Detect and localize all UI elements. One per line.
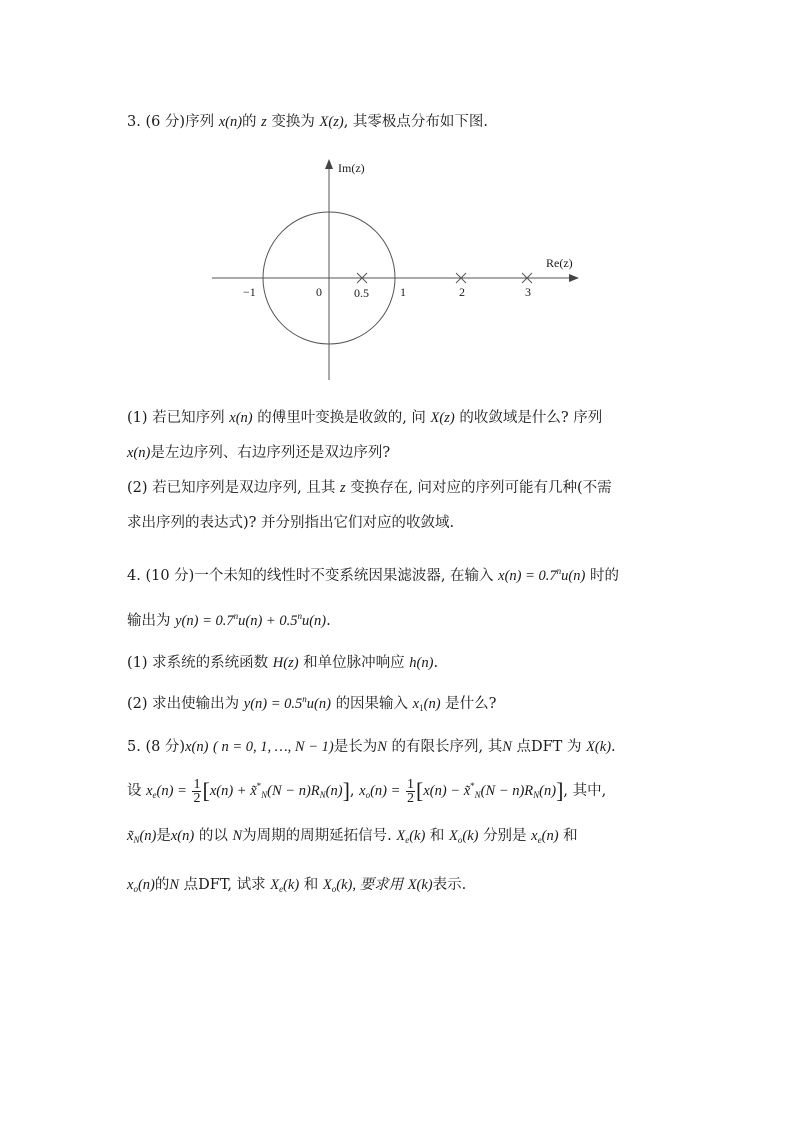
math: (n) =: [156, 783, 187, 799]
text: 变换为: [271, 114, 315, 130]
math: x: [127, 877, 134, 893]
q3-header: [127, 112, 488, 132]
math: (n) =: [370, 783, 401, 799]
math: X: [449, 828, 458, 844]
math: h(n): [409, 655, 434, 671]
math: (n): [139, 828, 157, 844]
text: 是左边序列、右边序列还是双边序列?: [150, 445, 391, 461]
math-xn: x(n): [218, 114, 243, 130]
fraction-numerator: 1: [407, 776, 414, 792]
text: 是长为: [333, 739, 378, 755]
math: X: [396, 828, 406, 844]
q4-line1: [127, 566, 619, 586]
q3-sub2-line1: [127, 478, 612, 498]
math: (k), 要求用: [336, 877, 404, 893]
bracket: ]: [342, 778, 350, 803]
math: N: [377, 739, 387, 755]
math-sub: e: [279, 884, 284, 894]
text: 和: [429, 828, 445, 844]
math: u(n) + 0.5: [238, 613, 298, 629]
fraction-half: [192, 778, 201, 805]
math-sup: n: [556, 566, 562, 576]
math: (k): [462, 828, 479, 844]
math-sub: N: [319, 790, 326, 800]
math-sup: *: [256, 781, 262, 791]
text: 点DFT, 试求: [183, 877, 266, 893]
text: (2) 求出使输出为: [127, 696, 240, 712]
text: 为周期的周期延拓信号.: [242, 828, 392, 844]
math-sup: n: [302, 694, 307, 704]
text: , 其中,: [563, 783, 607, 799]
math: (k): [409, 828, 426, 844]
math-xn: x(n): [229, 410, 253, 426]
math: x(n) = 0.7: [498, 568, 557, 584]
text: 4. (10 分)一个未知的线性时不变系统因果滤波器, 在输入: [127, 568, 494, 584]
text: 时的: [589, 568, 619, 584]
math: (n): [137, 877, 155, 893]
math: (N − n)R: [267, 783, 320, 799]
math-z: z: [261, 114, 267, 130]
text: 和单位脉冲响应: [303, 655, 405, 671]
math-Xz: X(z): [319, 114, 344, 130]
text: .: [326, 613, 331, 629]
math: N: [502, 739, 512, 755]
q5-line2: [127, 776, 606, 806]
math-sup: n: [233, 611, 239, 621]
q5-line1: [127, 737, 616, 757]
math-sub: o: [365, 790, 371, 800]
text: 变换存在, 问对应的序列可能有几种(不需: [350, 480, 612, 496]
text: 的收敛域是什么? 序列: [459, 410, 603, 426]
math: x̃: [127, 828, 134, 844]
math-sub: o: [331, 884, 337, 894]
q3-number: 3. (6 分)序列: [127, 114, 215, 130]
bracket: [: [416, 778, 424, 803]
math: (n): [325, 783, 343, 799]
text: , 其零极点分布如下图.: [343, 114, 489, 130]
text: 分别是: [483, 828, 527, 844]
text: 和: [303, 877, 319, 893]
math: y(n) = 0.5: [243, 696, 303, 712]
math: ( n = 0, 1, …, N − 1): [213, 739, 334, 755]
tick-label-3: 3: [525, 285, 531, 299]
math-sub: e: [537, 835, 542, 845]
q3-sub1-line1: [127, 408, 602, 428]
q3-sub1-line2: [127, 443, 390, 463]
math-sub: N: [533, 790, 540, 800]
q5-line3: [127, 826, 578, 846]
math: X(k): [407, 877, 433, 893]
fraction-denominator: 2: [193, 790, 201, 806]
math: (n): [541, 828, 559, 844]
text: 的以: [198, 828, 228, 844]
q5-line4: [127, 875, 466, 895]
text: 设: [127, 783, 142, 799]
math: (k): [283, 877, 300, 893]
math: X: [270, 877, 280, 893]
tick-label-0.5: 0.5: [354, 286, 369, 300]
math: x(n) − x̃: [423, 783, 471, 799]
text: 的因果输入: [335, 696, 409, 712]
math: N: [169, 877, 180, 893]
text: 和: [563, 828, 578, 844]
math-sub: e: [152, 790, 157, 800]
math: u(n): [561, 568, 586, 584]
math: x: [531, 828, 538, 844]
tick-label-0: 0: [316, 285, 322, 299]
q3-sub2-line2: [127, 513, 454, 533]
text: .: [433, 655, 439, 671]
text: 输出为: [127, 613, 171, 629]
text: 的: [242, 114, 257, 130]
text: 5. (8 分): [127, 739, 186, 755]
bracket: [: [202, 778, 210, 803]
math-sub: o: [457, 835, 463, 845]
q4-sub1: [127, 653, 438, 673]
math-sub: o: [133, 884, 138, 894]
math-sub: N: [474, 790, 481, 800]
text: 点DFT 为: [516, 739, 582, 755]
tick-label-2: 2: [459, 285, 465, 299]
text: 是: [156, 828, 171, 844]
tick-label-1: 1: [400, 285, 406, 299]
math-sub: 1: [419, 703, 424, 713]
im-axis-label: Im(z): [338, 161, 365, 175]
q4-sub2: [127, 694, 496, 714]
re-axis-label: Re(z): [546, 256, 573, 270]
math: H(z): [272, 655, 299, 671]
math: (n): [423, 696, 441, 712]
math: x(n): [170, 828, 195, 844]
fraction-numerator: 1: [193, 776, 201, 792]
fraction-denominator: 2: [407, 790, 414, 806]
pole-zero-diagram: [200, 150, 600, 390]
text: ,: [349, 783, 360, 799]
math: x(n): [185, 739, 209, 755]
math-sub: e: [405, 835, 410, 845]
math: x(n) + x̃: [209, 783, 257, 799]
text: (2) 若已知序列是双边序列, 且其: [127, 480, 336, 496]
math: u(n): [306, 696, 331, 712]
math: u(n): [301, 613, 327, 629]
math: N: [232, 828, 243, 844]
text: 的: [154, 877, 170, 893]
text: .: [611, 739, 616, 755]
tick-label-neg1: −1: [243, 285, 256, 299]
text: 求出序列的表达式)? 并分别指出它们对应的收敛域.: [127, 515, 455, 531]
math: y(n) = 0.7: [175, 613, 234, 629]
math: X(k): [586, 739, 612, 755]
math-sup: n: [297, 611, 302, 621]
math-sub: N: [261, 790, 268, 800]
text: 是什么?: [445, 696, 497, 712]
math-xn: x(n): [127, 445, 151, 461]
math-sub: N: [133, 835, 140, 845]
text: (1) 求系统的系统函数: [127, 655, 269, 671]
fraction-half: [406, 778, 415, 805]
math: x: [359, 783, 366, 799]
math-sup: *: [470, 781, 475, 791]
math-Xz: X(z): [430, 410, 455, 426]
q4-line2: [127, 611, 331, 631]
math: x: [412, 696, 420, 712]
bracket: ]: [556, 778, 564, 803]
math-z: z: [339, 480, 346, 496]
text: 表示.: [432, 877, 467, 893]
text: (1) 若已知序列: [127, 410, 225, 426]
math: (N − n)R: [480, 783, 534, 799]
text: 的有限长序列, 其: [391, 739, 503, 755]
text: 的傅里叶变换是收敛的, 问: [257, 410, 426, 426]
math: X: [322, 877, 332, 893]
math: (n): [539, 783, 557, 799]
math: x: [146, 783, 153, 799]
